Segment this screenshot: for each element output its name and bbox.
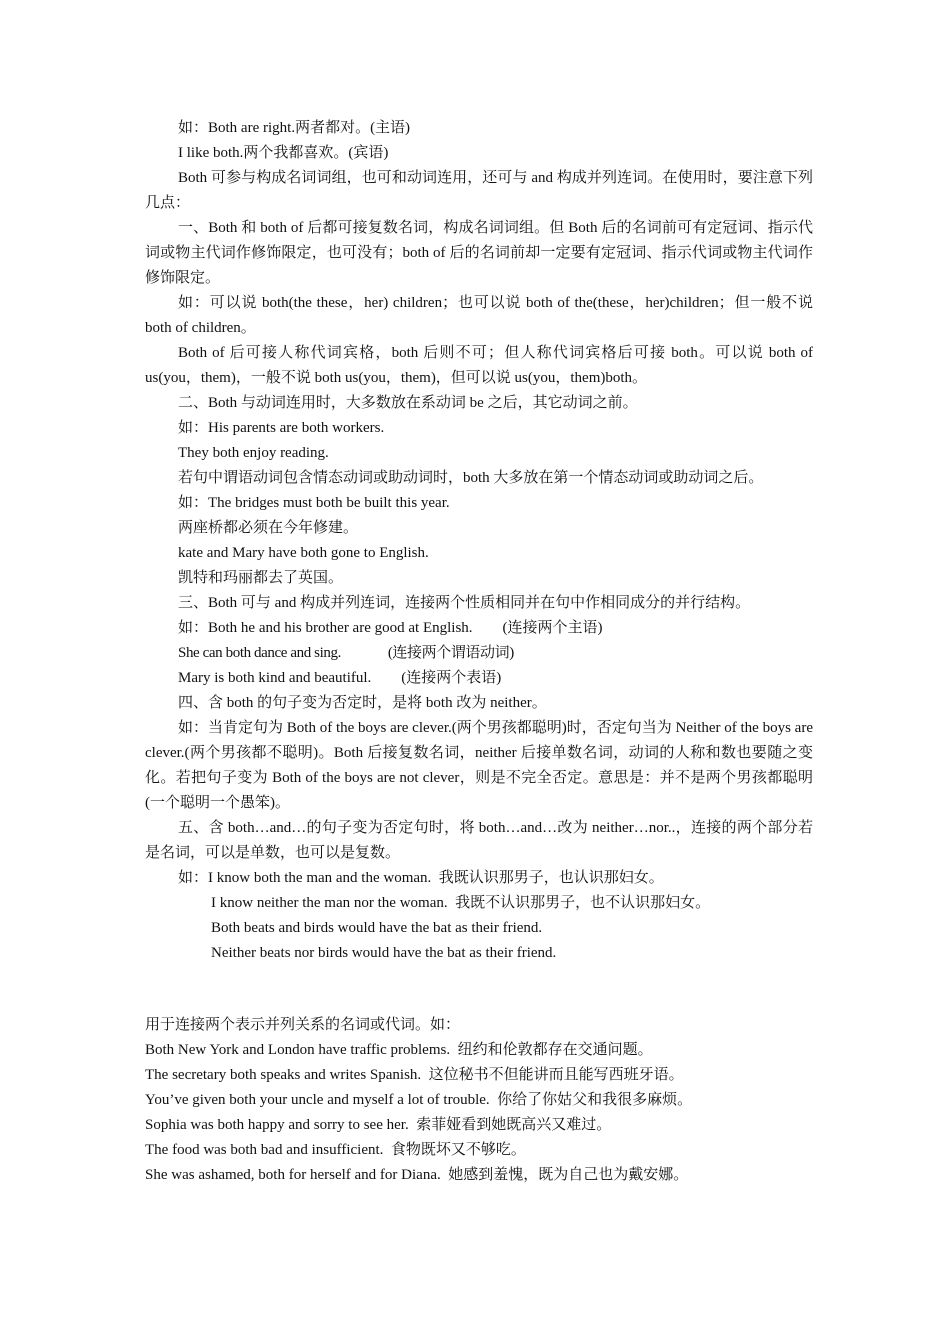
- paragraph: kate and Mary have both gone to English.: [178, 545, 429, 561]
- example-line: The secretary both speaks and writes Spanish. 这位秘书不但能讲而且能写西班牙语。: [145, 1067, 684, 1083]
- paragraph: 二、Both 与动词连用时，大多数放在系动词 be 之后，其它动词之前。: [178, 395, 638, 411]
- paragraph: Neither beats nor birds would have the bat as their friend.: [211, 945, 557, 961]
- example-line: 用于连接两个表示并列关系的名词或代词。如：: [145, 1017, 461, 1033]
- paragraph: 如：His parents are both workers.: [178, 420, 385, 436]
- paragraph: 凯特和玛丽都去了英国。: [178, 570, 344, 586]
- example-line: She was ashamed, both for herself and for Diana. 她感到羞愧，既为自己也为戴安娜。: [145, 1167, 689, 1183]
- paragraph: Both 可参与构成名词词组，也可和动词连用，还可与 and 构成并列连词。在使用时，要注意下列几点：: [145, 170, 813, 211]
- paragraph: Both beats and birds would have the bat as their friend.: [211, 920, 543, 936]
- paragraph: 如：Both are right.两者都对。(主语): [178, 120, 411, 136]
- paragraph: 如：当肯定句为 Both of the boys are clever.(两个男孩都聪明)时，否定句当为 Neither of the boys are clever.(两个男孩都不聪明)。Both 后接复数名词，neither 后接单数名词，动词的人称和数也要随之变化。若把句子变为 Both of the boys are not clever，则是不完全否定。意思是：并不是两个男孩都聪明(一个聪明一个愚笨)。: [145, 720, 813, 811]
- paragraph: 如：Both he and his brother are good at English. (连接两个主语): [178, 620, 603, 636]
- paragraph: They both enjoy reading.: [178, 445, 329, 461]
- section-both-usage: [145, 116, 813, 966]
- paragraph: 如：可以说 both(the these，her) children；也可以说 both of the(these，her)children；但一般不说 both of children。: [145, 295, 813, 336]
- example-line: Sophia was both happy and sorry to see her. 索菲娅看到她既高兴又难过。: [145, 1117, 612, 1133]
- paragraph: 如：I know both the man and the woman. 我既认识那男子，也认识那妇女。: [178, 870, 664, 886]
- section-both-examples: [145, 1013, 813, 1188]
- paragraph: I know neither the man nor the woman. 我既不认识那男子，也不认识那妇女。: [211, 895, 711, 911]
- example-line: Both New York and London have traffic problems. 纽约和伦敦都存在交通问题。: [145, 1042, 653, 1058]
- paragraph: Both of 后可接人称代词宾格，both 后则不可；但人称代词宾格后可接 both。可以说 both of us(you，them)，一般不说 both us(you，them)，但可以说 us(you，them)both。: [145, 345, 813, 386]
- paragraph: 若句中谓语动词包含情态动词或助动词时，both 大多放在第一个情态动词或助动词之后。: [178, 470, 764, 486]
- paragraph: 三、Both 可与 and 构成并列连词，连接两个性质相同并在句中作相同成分的并行结构。: [178, 595, 751, 611]
- example-line: You’ve given both your uncle and myself a lot of trouble. 你给了你姑父和我很多麻烦。: [145, 1092, 693, 1108]
- paragraph: Mary is both kind and beautiful. (连接两个表语): [178, 670, 502, 686]
- paragraph: 如：The bridges must both be built this year.: [178, 495, 450, 511]
- paragraph: 五、含 both…and…的句子变为否定句时，将 both…and…改为 neither…nor..，连接的两个部分若是名词，可以是单数，也可以是复数。: [145, 820, 813, 861]
- example-line: The food was both bad and insufficient. 食物既坏又不够吃。: [145, 1142, 526, 1158]
- paragraph: 两座桥都必须在今年修建。: [178, 520, 359, 536]
- paragraph: 一、Both 和 both of 后都可接复数名词，构成名词词组。但 Both 后的名词前可有定冠词、指示代词或物主代词作修饰限定，也可没有；both of 后的名词前却一定要有定冠词、指示代词或物主代词作修饰限定。: [145, 220, 813, 286]
- paragraph: She can both dance and sing. (连接两个谓语动词): [178, 645, 514, 661]
- paragraph: I like both.两个我都喜欢。(宾语): [178, 145, 389, 161]
- paragraph: 四、含 both 的句子变为否定时，是将 both 改为 neither。: [178, 695, 547, 711]
